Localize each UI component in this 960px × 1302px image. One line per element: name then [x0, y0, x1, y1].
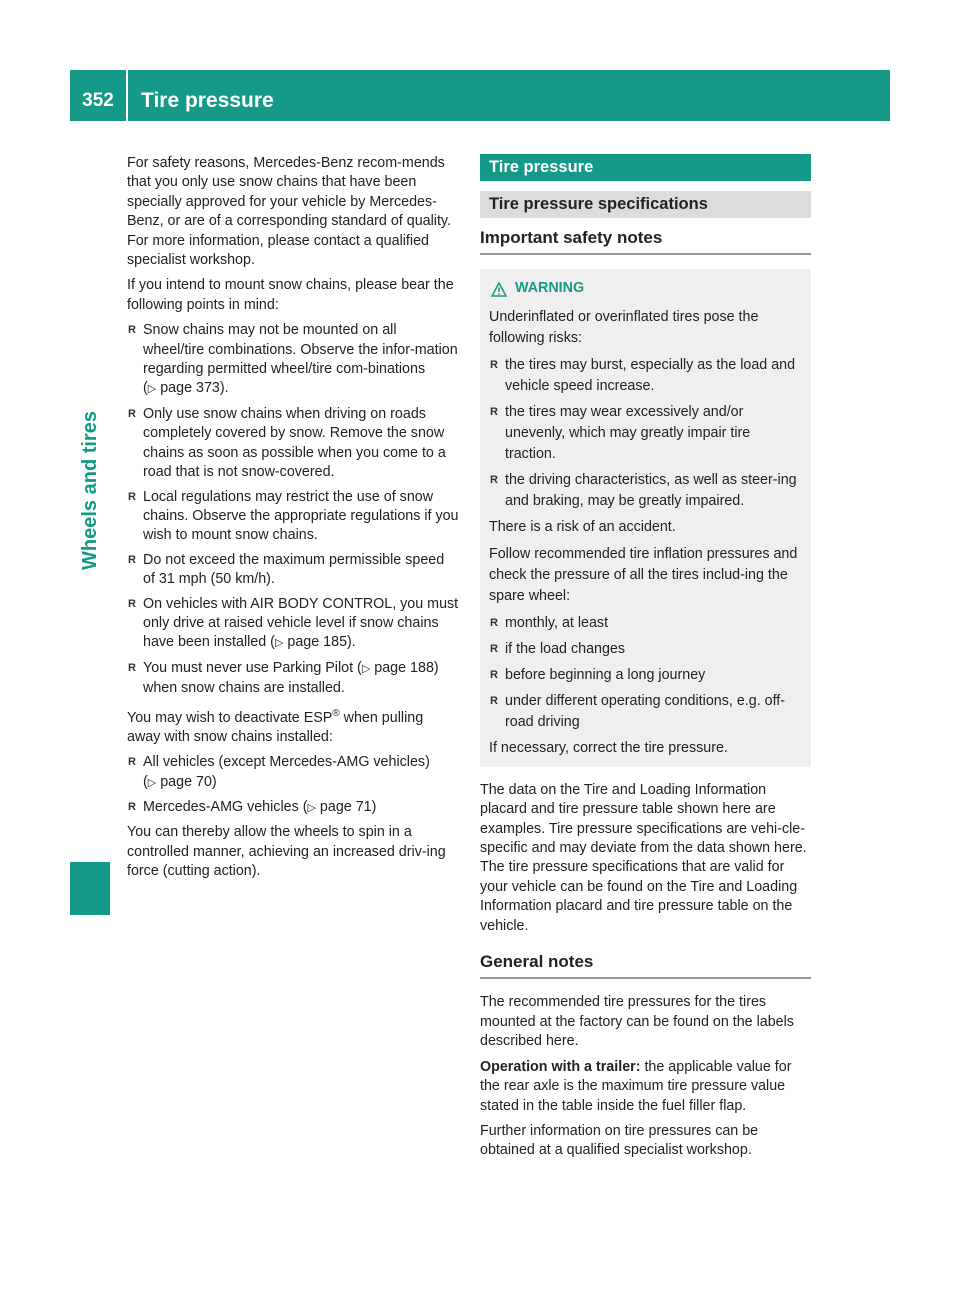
list-item: [127, 753, 460, 793]
registered-mark: ®: [332, 707, 340, 719]
list-item: [127, 798, 460, 818]
page-reference-link[interactable]: page 373: [160, 380, 220, 397]
heading-important-safety-notes: Important safety notes: [480, 228, 811, 255]
list-item-text: ).: [347, 634, 356, 651]
paragraph: Follow recommended tire inflation pressures and check the pressure of all the tires includ-ing the spare wheel:: [489, 545, 798, 604]
page-reference-link[interactable]: page 70: [160, 773, 212, 790]
triangle-right-icon: ▷: [274, 637, 284, 650]
list-item-text: Mercedes-AMG vehicles (: [143, 798, 308, 815]
triangle-right-icon: ▷: [361, 662, 371, 675]
triangle-right-icon: ▷: [147, 383, 157, 396]
paragraph: Further information on tire pressures can be obtained at a qualified specialist workshop.: [480, 1122, 759, 1159]
page-header: [70, 70, 890, 121]
bullet-list: [127, 753, 460, 818]
paragraph: Underinflated or overinflated tires pose the following risks:: [489, 308, 759, 346]
header-title: Tire pressure: [141, 89, 274, 112]
side-tab-marker: [70, 862, 110, 915]
list-item: R Do not exceed the maximum permissible speed of 31 mph (50 km/h).: [127, 551, 460, 590]
warning-label: WARNING: [515, 280, 585, 297]
list-item-text: ): [211, 773, 217, 790]
paragraph: The data on the Tire and Loading Information placard and tire pressure table shown here are examples. Tire pressure specifications are vehi-cle-specific and may deviate from the data shown here. The tire pressure specifications that are valid for your vehicle can be found on the Tire and Loading Information placard and tire pressure table on the vehicle.: [480, 781, 807, 934]
list-item: R if the load changes: [489, 639, 802, 660]
warning-triangle-icon: [491, 282, 507, 297]
paragraph: There is a risk of an accident.: [489, 518, 676, 535]
list-item-text: ): [371, 798, 377, 815]
bold-label: Operation with a trailer:: [480, 1058, 641, 1075]
list-item: R Local regulations may restrict the use of snow chains. Observe the appropriate regulations if you wish to mount snow chains.: [127, 488, 460, 546]
triangle-right-icon: ▷: [307, 801, 316, 814]
warning-box: [480, 269, 811, 766]
side-tab-label: Wheels and tires: [78, 411, 101, 570]
list-item: R the tires may burst, especially as the load and vehicle speed increase.: [489, 355, 802, 397]
section-title: Tire pressure: [480, 154, 811, 181]
list-item-text: On vehicles with AIR BODY CONTROL, you must only drive at raised vehicle level if snow chains have been installed (: [143, 595, 459, 651]
list-item-text: Snow chains may not be mounted on all wheel/tire combinations. Observe the infor-mation regarding permitted wheel/tire com-binations (: [143, 322, 458, 397]
list-item-text: ) when snow chains are installed.: [143, 659, 439, 697]
header-divider: [126, 70, 128, 121]
list-item: [127, 595, 460, 654]
paragraph: You can thereby allow the wheels to spin in a controlled manner, achieving an increased driv-ing force (cutting action).: [127, 824, 446, 880]
side-tab: [70, 121, 110, 860]
list-item: R Only use snow chains when driving on roads completely covered by snow. Remove the snow chains as soon as possible when you come to a road that is not snow-covered.: [127, 405, 460, 483]
paragraph-text: when pulling away with snow chains installed:: [127, 709, 424, 745]
list-item-text: ).: [219, 380, 229, 397]
list-item: [127, 321, 460, 400]
paragraph: If necessary, correct the tire pressure.: [489, 739, 728, 756]
paragraph: [127, 704, 460, 748]
paragraph: [480, 1058, 811, 1116]
bullet-list: [489, 613, 802, 733]
paragraph: The recommended tire pressures for the tires mounted at the factory can be found on the labels described here.: [480, 994, 794, 1050]
page-number: 352: [82, 90, 114, 111]
paragraph-text: You may wish to deactivate ESP: [127, 709, 333, 726]
list-item-text: All vehicles (except Mercedes-AMG vehicles) (: [143, 754, 430, 790]
left-column: [127, 154, 460, 888]
paragraph: For safety reasons, Mercedes-Benz recom-mends that you only use snow chains that have been specially approved for your vehicle by Mercedes-Benz, or are of a corresponding standard of quality. For more information, please contact a qualified specialist workshop.: [127, 155, 451, 269]
paragraph-text: the applicable value for the rear axle is the maximum tire pressure value stated in the table inside the fuel filler flap.: [480, 1058, 792, 1114]
bullet-list: [127, 321, 460, 698]
list-item: [127, 659, 460, 699]
page-reference-link[interactable]: page 188: [374, 659, 434, 676]
paragraph: If you intend to mount snow chains, please bear the following points in mind:: [127, 277, 454, 313]
list-item: R monthly, at least: [489, 613, 802, 634]
page-reference-link[interactable]: page 71: [319, 798, 372, 815]
subsection-title: Tire pressure specifications: [480, 191, 811, 218]
page-reference-link[interactable]: page 185: [287, 634, 348, 651]
list-item: R the driving characteristics, as well as steer-ing and braking, may be greatly impaired.: [489, 470, 802, 512]
right-column: [480, 154, 811, 1167]
bullet-list: [489, 355, 802, 512]
heading-general-notes: General notes: [480, 952, 811, 979]
warning-header: [489, 279, 802, 298]
list-item: R the tires may wear excessively and/or unevenly, which may greatly impair tire traction.: [489, 402, 802, 465]
list-item-text: You must never use Parking Pilot (: [143, 659, 362, 676]
triangle-right-icon: ▷: [147, 776, 157, 789]
list-item: R before beginning a long journey: [489, 665, 802, 686]
list-item: R under different operating conditions, e.g. off-road driving: [489, 691, 802, 733]
